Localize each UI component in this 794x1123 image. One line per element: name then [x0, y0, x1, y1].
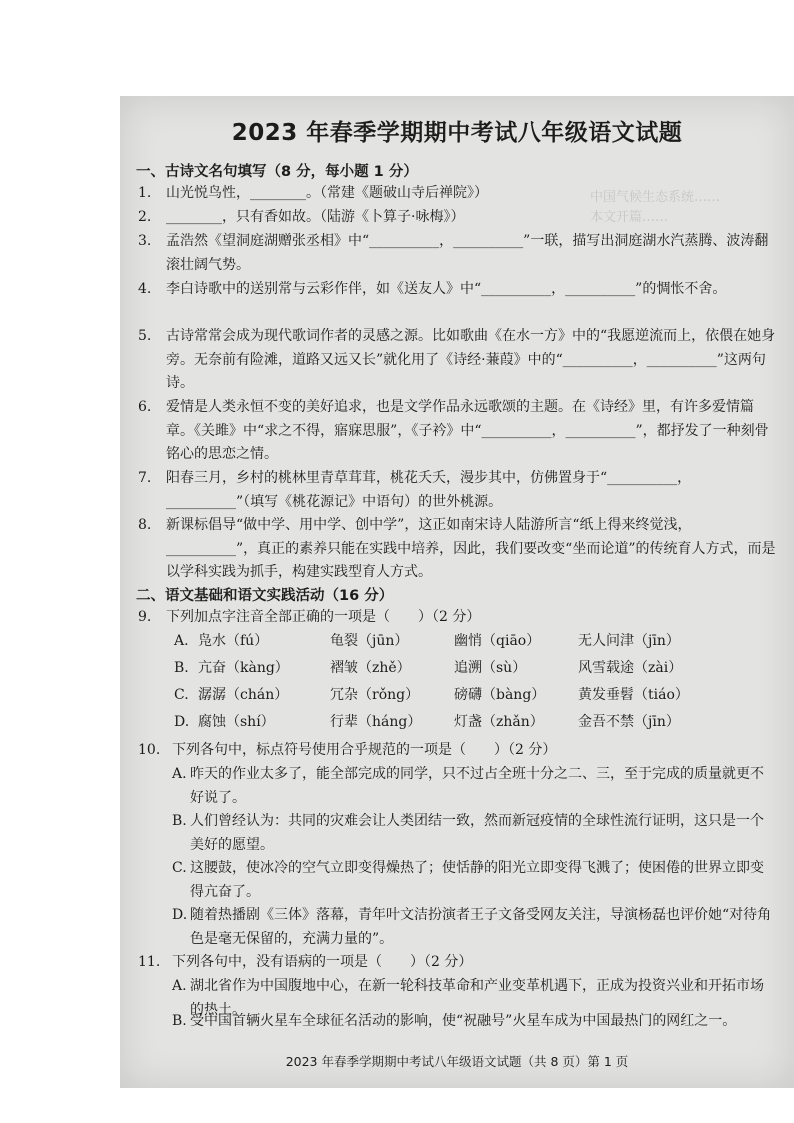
- question-number: 1.: [138, 185, 152, 201]
- question-text: 阳春三月，乡村的桃林里青草茸茸，桃花夭夭，漫步其中，仿佛置身于“__________，__________”（填写《桃花源记》中语句）的世外桃源。: [166, 470, 692, 510]
- option-text: 随着热播剧《三体》落幕，青年叶文洁扮演者王子文备受网友关注，导演杨磊也评价她“对待角色是毫无保留的，充满力量的”。: [190, 907, 772, 947]
- question-11: [138, 951, 778, 975]
- option-item: 凫水（fú）: [198, 633, 269, 649]
- option-label: B.: [172, 1013, 187, 1029]
- option-item: 冗杂（rǒng）: [330, 687, 420, 703]
- question-6: [138, 396, 778, 467]
- option-item: 潺潺（chán）: [198, 687, 289, 703]
- bleed-through-text: 本文开篇……: [590, 210, 669, 225]
- question-text: ________，只有香如故。（陆游《卜算子·咏梅》）: [166, 209, 465, 225]
- question-text: 李白诗歌中的送别常与云彩作伴，如《送友人》中“__________，__________”的惆怅不舍。: [166, 281, 727, 297]
- option-item: 龟裂（jūn）: [330, 633, 409, 649]
- option-label: D.: [172, 907, 188, 923]
- page-footer: 2023 年春季学期期中考试八年级语文试题（共 8 页）第 1 页: [285, 1054, 629, 1069]
- option-label: B.: [172, 813, 187, 829]
- option-text: 人们曾经认为：共同的灾难会让人类团结一致，然而新冠疫情的全球性流行证明，这只是一个美好的愿望。: [190, 813, 764, 853]
- question-1: [138, 182, 778, 206]
- question-8: [138, 514, 778, 585]
- question-9: [138, 606, 778, 630]
- question-text: 古诗常常会成为现代歌词作者的灵感之源。比如歌曲《在水一方》中的“我愿逆流而上，依偎在她身旁。无奈前有险滩，道路又远又长”就化用了《诗经·蒹葭》中的“__________，__________”这两句诗。: [166, 328, 776, 391]
- option-item: 褶皱（zhě）: [330, 660, 411, 676]
- option-item: 黄发垂髫（tiáo）: [578, 687, 689, 703]
- option-label: C.: [172, 860, 187, 876]
- q10-option-b: [172, 810, 772, 857]
- question-5: [138, 325, 778, 396]
- option-label: A.: [172, 766, 187, 782]
- question-text: 下列加点字注音全部正确的一项是（ ）（2 分）: [166, 609, 481, 625]
- question-2: [138, 206, 778, 230]
- option-item: 行辈（háng）: [330, 714, 422, 730]
- option-item: 追溯（sù）: [454, 660, 527, 676]
- question-number: 7.: [138, 470, 152, 486]
- option-item: 磅礴（bàng）: [454, 687, 546, 703]
- section-heading-basics: 二、语文基础和语文实践活动（16 分）: [136, 588, 394, 604]
- q10-option-d: [172, 904, 772, 951]
- option-text: 昨天的作业太多了，能全部完成的同学，只不过占全班十分之二、三，至于完成的质量就更不好说了。: [190, 766, 764, 806]
- question-4: [138, 278, 778, 302]
- question-number: 10.: [138, 742, 161, 758]
- option-text: 这腰鼓，使冰冷的空气立即变得燥热了；使恬静的阳光立即变得飞溅了；使困倦的世界立即变得亢奋了。: [190, 860, 764, 900]
- option-label: B.: [174, 660, 189, 676]
- option-item: 亢奋（kàng）: [198, 660, 289, 676]
- bleed-through-text: 中国气候生态系统……: [590, 190, 721, 205]
- question-text: 下列各句中，标点符号使用合乎规范的一项是（ ）（2 分）: [172, 742, 557, 758]
- question-text: 孟浩然《望洞庭湖赠张丞相》中“__________，__________”一联，描写出洞庭湖水汽蒸腾、波涛翻滚壮阔气势。: [166, 233, 769, 273]
- exam-page: [120, 96, 794, 1088]
- option-item: 风雪载途（zài）: [578, 660, 683, 676]
- question-number: 6.: [138, 399, 152, 415]
- question-text: 爱情是人类永恒不变的美好追求，也是文学作品永远歌颂的主题。在《诗经》里，有许多爱情篇章。《关雎》中“求之不得，寤寐思服”，《子衿》中“__________，__________”，都抒发了一种刻骨铭心的思恋之情。: [166, 399, 769, 462]
- option-text: 受中国首辆火星车全球征名活动的影响，使“祝融号”火星车成为中国最热门的网红之一。: [190, 1013, 737, 1029]
- option-text: 湖北省作为中国腹地中心，在新一轮科技革命和产业变革机遇下，正成为投资兴业和开拓市场的热土。: [190, 978, 764, 1018]
- question-7: [138, 467, 778, 514]
- q10-option-c: [172, 857, 772, 904]
- question-number: 8.: [138, 517, 152, 533]
- question-number: 4.: [138, 281, 152, 297]
- option-label: D.: [174, 714, 190, 730]
- question-text: 新课标倡导“做中学、用中学、创中学”，这正如南宋诗人陆游所言“纸上得来终觉浅，__________”，真正的素养只能在实践中培养，因此，我们要改变“坐而论道”的传统育人方式，而是以学科实践为抓手，构建实践型育人方式。: [166, 517, 776, 580]
- option-label: A.: [172, 978, 187, 994]
- option-item: 灯盏（zhǎn）: [454, 714, 544, 730]
- q10-option-a: [172, 763, 772, 810]
- question-text: 山光悦鸟性，________。（常建《题破山寺后禅院》）: [166, 185, 488, 201]
- option-item: 无人问津（jīn）: [578, 633, 680, 649]
- option-item: 幽悄（qiāo）: [454, 633, 541, 649]
- question-number: 9.: [138, 609, 152, 625]
- question-number: 3.: [138, 233, 152, 249]
- exam-title: 2023 年春季学期期中考试八年级语文试题: [231, 120, 683, 146]
- q11-option-b: [172, 1010, 772, 1034]
- question-3: [138, 230, 778, 277]
- question-text: 下列各句中，没有语病的一项是（ ）（2 分）: [172, 954, 473, 970]
- option-label: A.: [174, 633, 189, 649]
- option-item: 腐蚀（shí）: [198, 714, 275, 730]
- section-heading-poetry: 一、古诗文名句填写（8 分，每小题 1 分）: [136, 164, 418, 180]
- question-number: 2.: [138, 209, 152, 225]
- question-number: 11.: [138, 954, 161, 970]
- question-10: [138, 739, 778, 763]
- option-label: C.: [174, 687, 189, 703]
- option-item: 金吾不禁（jīn）: [578, 714, 680, 730]
- question-number: 5.: [138, 328, 152, 344]
